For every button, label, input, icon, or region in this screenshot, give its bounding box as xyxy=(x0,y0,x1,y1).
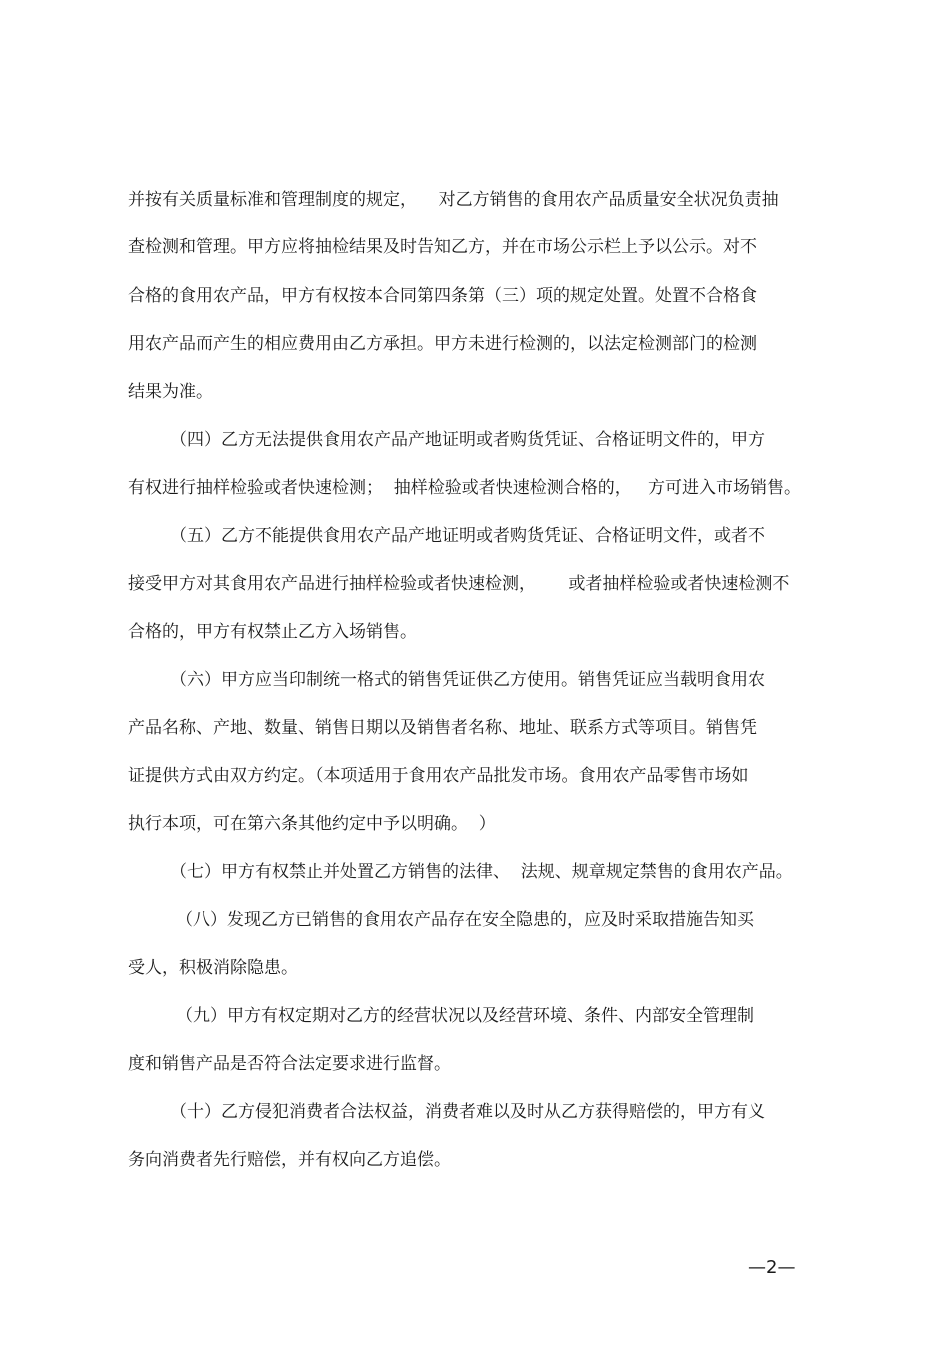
body-text-line: 并按有关质量标准和管理制度的规定， 对乙方销售的食用农产品质量安全状况负责抽 xyxy=(128,190,779,210)
body-text-line: 证提供方式由双方约定。（本项适用于食用农产品批发市场。食用农产品零售市场如 xyxy=(128,766,749,786)
page-number: —2— xyxy=(748,1257,796,1278)
body-text-line: 接受甲方对其食用农产品进行抽样检验或者快速检测， 或者抽样检验或者快速检测不 xyxy=(128,574,790,594)
body-text-line: 受人，积极消除隐患。 xyxy=(128,958,298,978)
body-text-line: 合格的，甲方有权禁止乙方入场销售。 xyxy=(128,622,417,642)
paragraph-item-10: （十）乙方侵犯消费者合法权益，消费者难以及时从乙方获得赔偿的，甲方有义 xyxy=(170,1102,765,1122)
body-text-line: 产品名称、产地、数量、销售日期以及销售者名称、地址、联系方式等项目。销售凭 xyxy=(128,718,757,738)
body-text-line: 用农产品而产生的相应费用由乙方承担。甲方未进行检测的，以法定检测部门的检测 xyxy=(128,334,757,354)
paragraph-item-5: （五）乙方不能提供食用农产品产地证明或者购货凭证、合格证明文件，或者不 xyxy=(170,526,765,546)
body-text-line: 度和销售产品是否符合法定要求进行监督。 xyxy=(128,1054,451,1074)
paragraph-item-9: （九）甲方有权定期对乙方的经营状况以及经营环境、条件、内部安全管理制 xyxy=(176,1006,754,1026)
body-text-line: 执行本项，可在第六条其他约定中予以明确。 ） xyxy=(128,814,496,834)
body-text-line: 有权进行抽样检验或者快速检测； 抽样检验或者快速检测合格的， 方可进入市场销售。 xyxy=(128,478,802,498)
paragraph-item-6: （六）甲方应当印制统一格式的销售凭证供乙方使用。销售凭证应当载明食用农 xyxy=(170,670,765,690)
body-text-line: 查检测和管理。甲方应将抽检结果及时告知乙方，并在市场公示栏上予以公示。对不 xyxy=(128,237,757,257)
body-text-line: 合格的食用农产品，甲方有权按本合同第四条第（三）项的规定处置。处置不合格食 xyxy=(128,286,757,306)
paragraph-item-4: （四）乙方无法提供食用农产品产地证明或者购货凭证、合格证明文件的，甲方 xyxy=(170,430,765,450)
paragraph-item-7: （七）甲方有权禁止并处置乙方销售的法律、 法规、规章规定禁售的食用农产品。 xyxy=(170,862,793,882)
body-text-line: 结果为准。 xyxy=(128,382,213,402)
body-text-line: 务向消费者先行赔偿，并有权向乙方追偿。 xyxy=(128,1150,451,1170)
paragraph-item-8: （八）发现乙方已销售的食用农产品存在安全隐患的，应及时采取措施告知买 xyxy=(176,910,754,930)
